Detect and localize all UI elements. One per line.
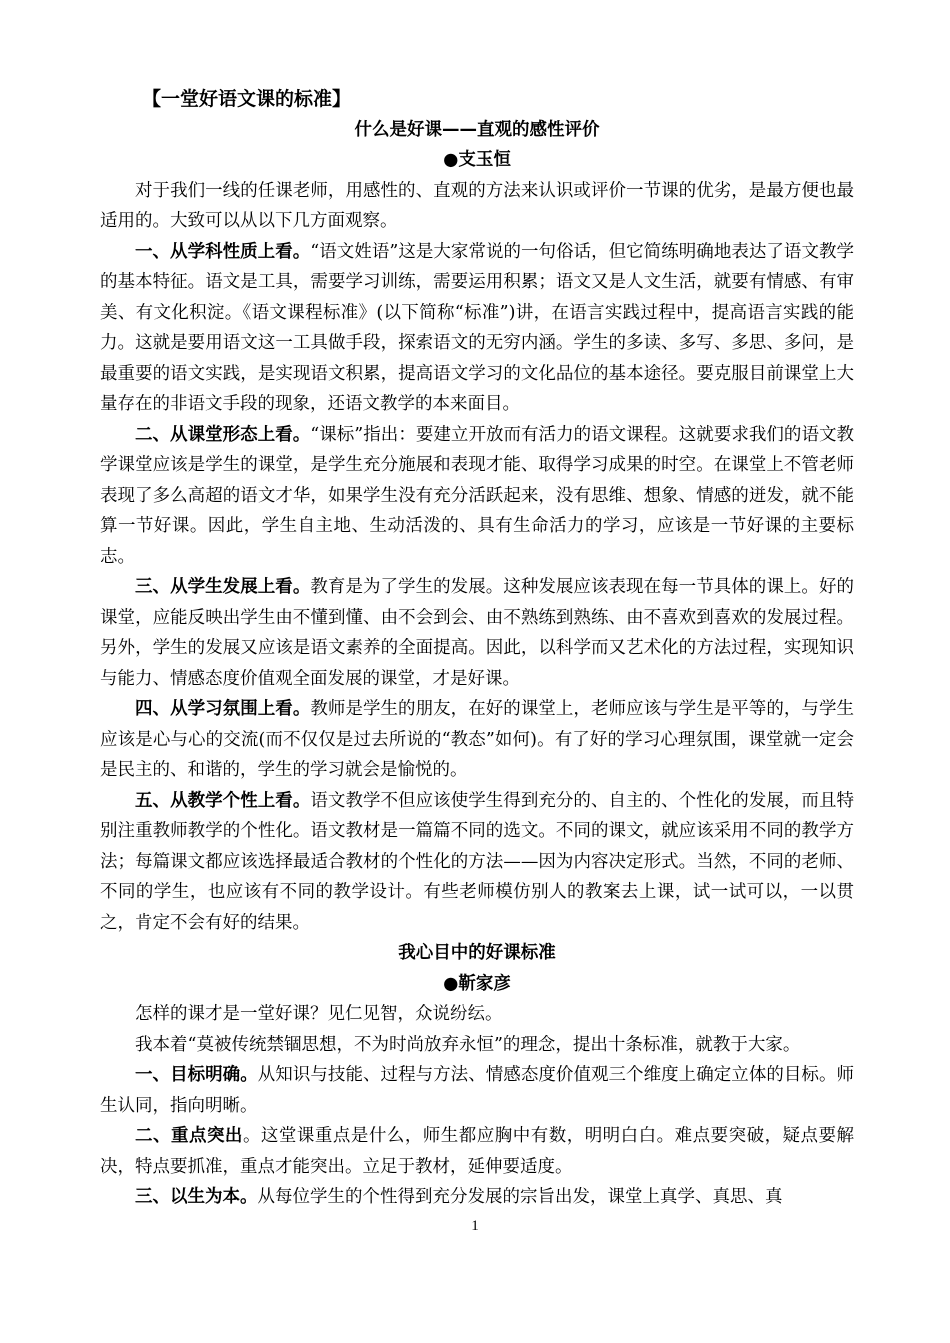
- paragraph-text: 对于我们一线的任课老师，用感性的、直观的方法来认识或评价一节课的优劣，是最方便也最适用的。大致可以从以下几方面观察。: [100, 180, 854, 231]
- paragraph-text: 。这堂课重点是什么，师生都应胸中有数，明明白白。难点要突破，疑点要解决，特点要抓准，重点才能突出。立足于教材，延伸要适度。: [100, 1126, 855, 1177]
- paragraph-text: 从知识与技能、过程与方法、情感态度价值观三个维度上确定立体的目标。师生认同，指向明晰。: [100, 1065, 855, 1116]
- paragraph-lead: 二、从课堂形态上看。: [135, 424, 311, 445]
- paragraph: [100, 1060, 854, 1121]
- paragraph-text: “课标”指出：要建立开放而有活力的语文课程。这就要求我们的语文教学课堂应该是学生的课堂，是学生充分施展和表现才能、取得学习成果的时空。在课堂上不管老师表现了多么高超的语文才华，如果学生没有充分活跃起来，没有思维、想象、情感的迸发，就不能算一节好课。因此，学生自主地、生动活泼的、具有生命活力的学习，应该是一节好课的主要标志。: [100, 424, 854, 567]
- paragraph: [100, 694, 854, 786]
- paragraph-text: 教师是学生的朋友，在好的课堂上，老师应该与学生是平等的，与学生应该是心与心的交流(而不仅仅是过去所说的“教态”如何)。有了好的学习心理氛围，课堂就一定会是民主的、和谐的，学生的学习就会是愉悦的。: [100, 699, 854, 780]
- page-number: 1: [471, 1218, 479, 1234]
- document-body: [100, 84, 854, 1213]
- section-author: ●支玉恒: [443, 150, 511, 170]
- paragraph: [100, 1121, 854, 1182]
- document-title: 【一堂好语文课的标准】: [142, 88, 352, 110]
- paragraph: [100, 1182, 854, 1213]
- paragraph-lead: 五、从教学个性上看。: [135, 790, 311, 811]
- paragraph-text: 教育是为了学生的发展。这种发展应该表现在每一节具体的课上。好的课堂，应能反映出学生由不懂到懂、由不会到会、由不熟练到熟练、由不喜欢到喜欢的发展过程。另外，学生的发展又应该是语文素养的全面提高。因此，以科学而又艺术化的方法过程，实现知识与能力、情感态度价值观全面发展的课堂，才是好课。: [100, 577, 854, 689]
- section: [100, 115, 854, 939]
- paragraph: [100, 1030, 854, 1061]
- paragraph-lead: 三、从学生发展上看。: [135, 577, 311, 597]
- paragraph: [100, 237, 854, 420]
- section-heading: 我心目中的好课标准: [398, 943, 556, 963]
- paragraph: [100, 572, 854, 694]
- paragraph: [100, 999, 854, 1030]
- paragraph: [100, 176, 854, 237]
- paragraph-text: 从每位学生的个性得到充分发展的宗旨出发，课堂上真学、真思、真: [257, 1187, 783, 1207]
- paragraph-text: 语文教学不但应该使学生得到充分的、自主的、个性化的发展，而且特别注重教师教学的个性化。语文教材是一篇篇不同的选文。不同的课文，就应该采用不同的教学方法；每篇课文都应该选择最适合教材的个性化的方法——因为内容决定形式。当然，不同的老师、不同的学生，也应该有不同的教学设计。有些老师模仿别人的教案去上课，试一试可以，一以贯之，肯定不会有好的结果。: [100, 790, 854, 933]
- paragraph-lead: 一、目标明确。: [135, 1065, 258, 1085]
- paragraph-lead: 二、重点突出: [135, 1126, 243, 1146]
- paragraph-lead: 一、从学科性质上看。: [135, 241, 311, 262]
- section-author: ●靳家彦: [443, 973, 511, 994]
- paragraph-lead: 三、以生为本。: [135, 1187, 258, 1207]
- section: [100, 938, 854, 1213]
- paragraph-text: “语文姓语”这是大家常说的一句俗话，但它简练明确地表达了语文教学的基本特征。语文是工具，需要学习训练，需要运用积累；语文又是人文生活，就要有情感、有审美、有文化积淀。《语文课程标准》(以下简称“标准”)讲，在语言实践过程中，提高语言实践的能力。这就是要用语文这一工具做手段，探索语文的无穷内涵。学生的多读、多写、多思、多问，是最重要的语文实践，是实现语文积累，提高语文学习的文化品位的基本途径。要克服目前课堂上大量存在的非语文手段的现象，还语文教学的本来面目。: [100, 241, 854, 414]
- paragraph-text: 怎样的课才是一堂好课？见仁见智，众说纷纭。: [135, 1004, 503, 1024]
- section-heading: 什么是好课——直观的感性评价: [354, 119, 600, 140]
- paragraph: [100, 786, 854, 939]
- paragraph-text: 我本着“莫被传统禁锢思想，不为时尚放弃永恒”的理念，提出十条标准，就教于大家。: [135, 1034, 801, 1055]
- paragraph-lead: 四、从学习氛围上看。: [135, 699, 311, 719]
- paragraph: [100, 420, 854, 573]
